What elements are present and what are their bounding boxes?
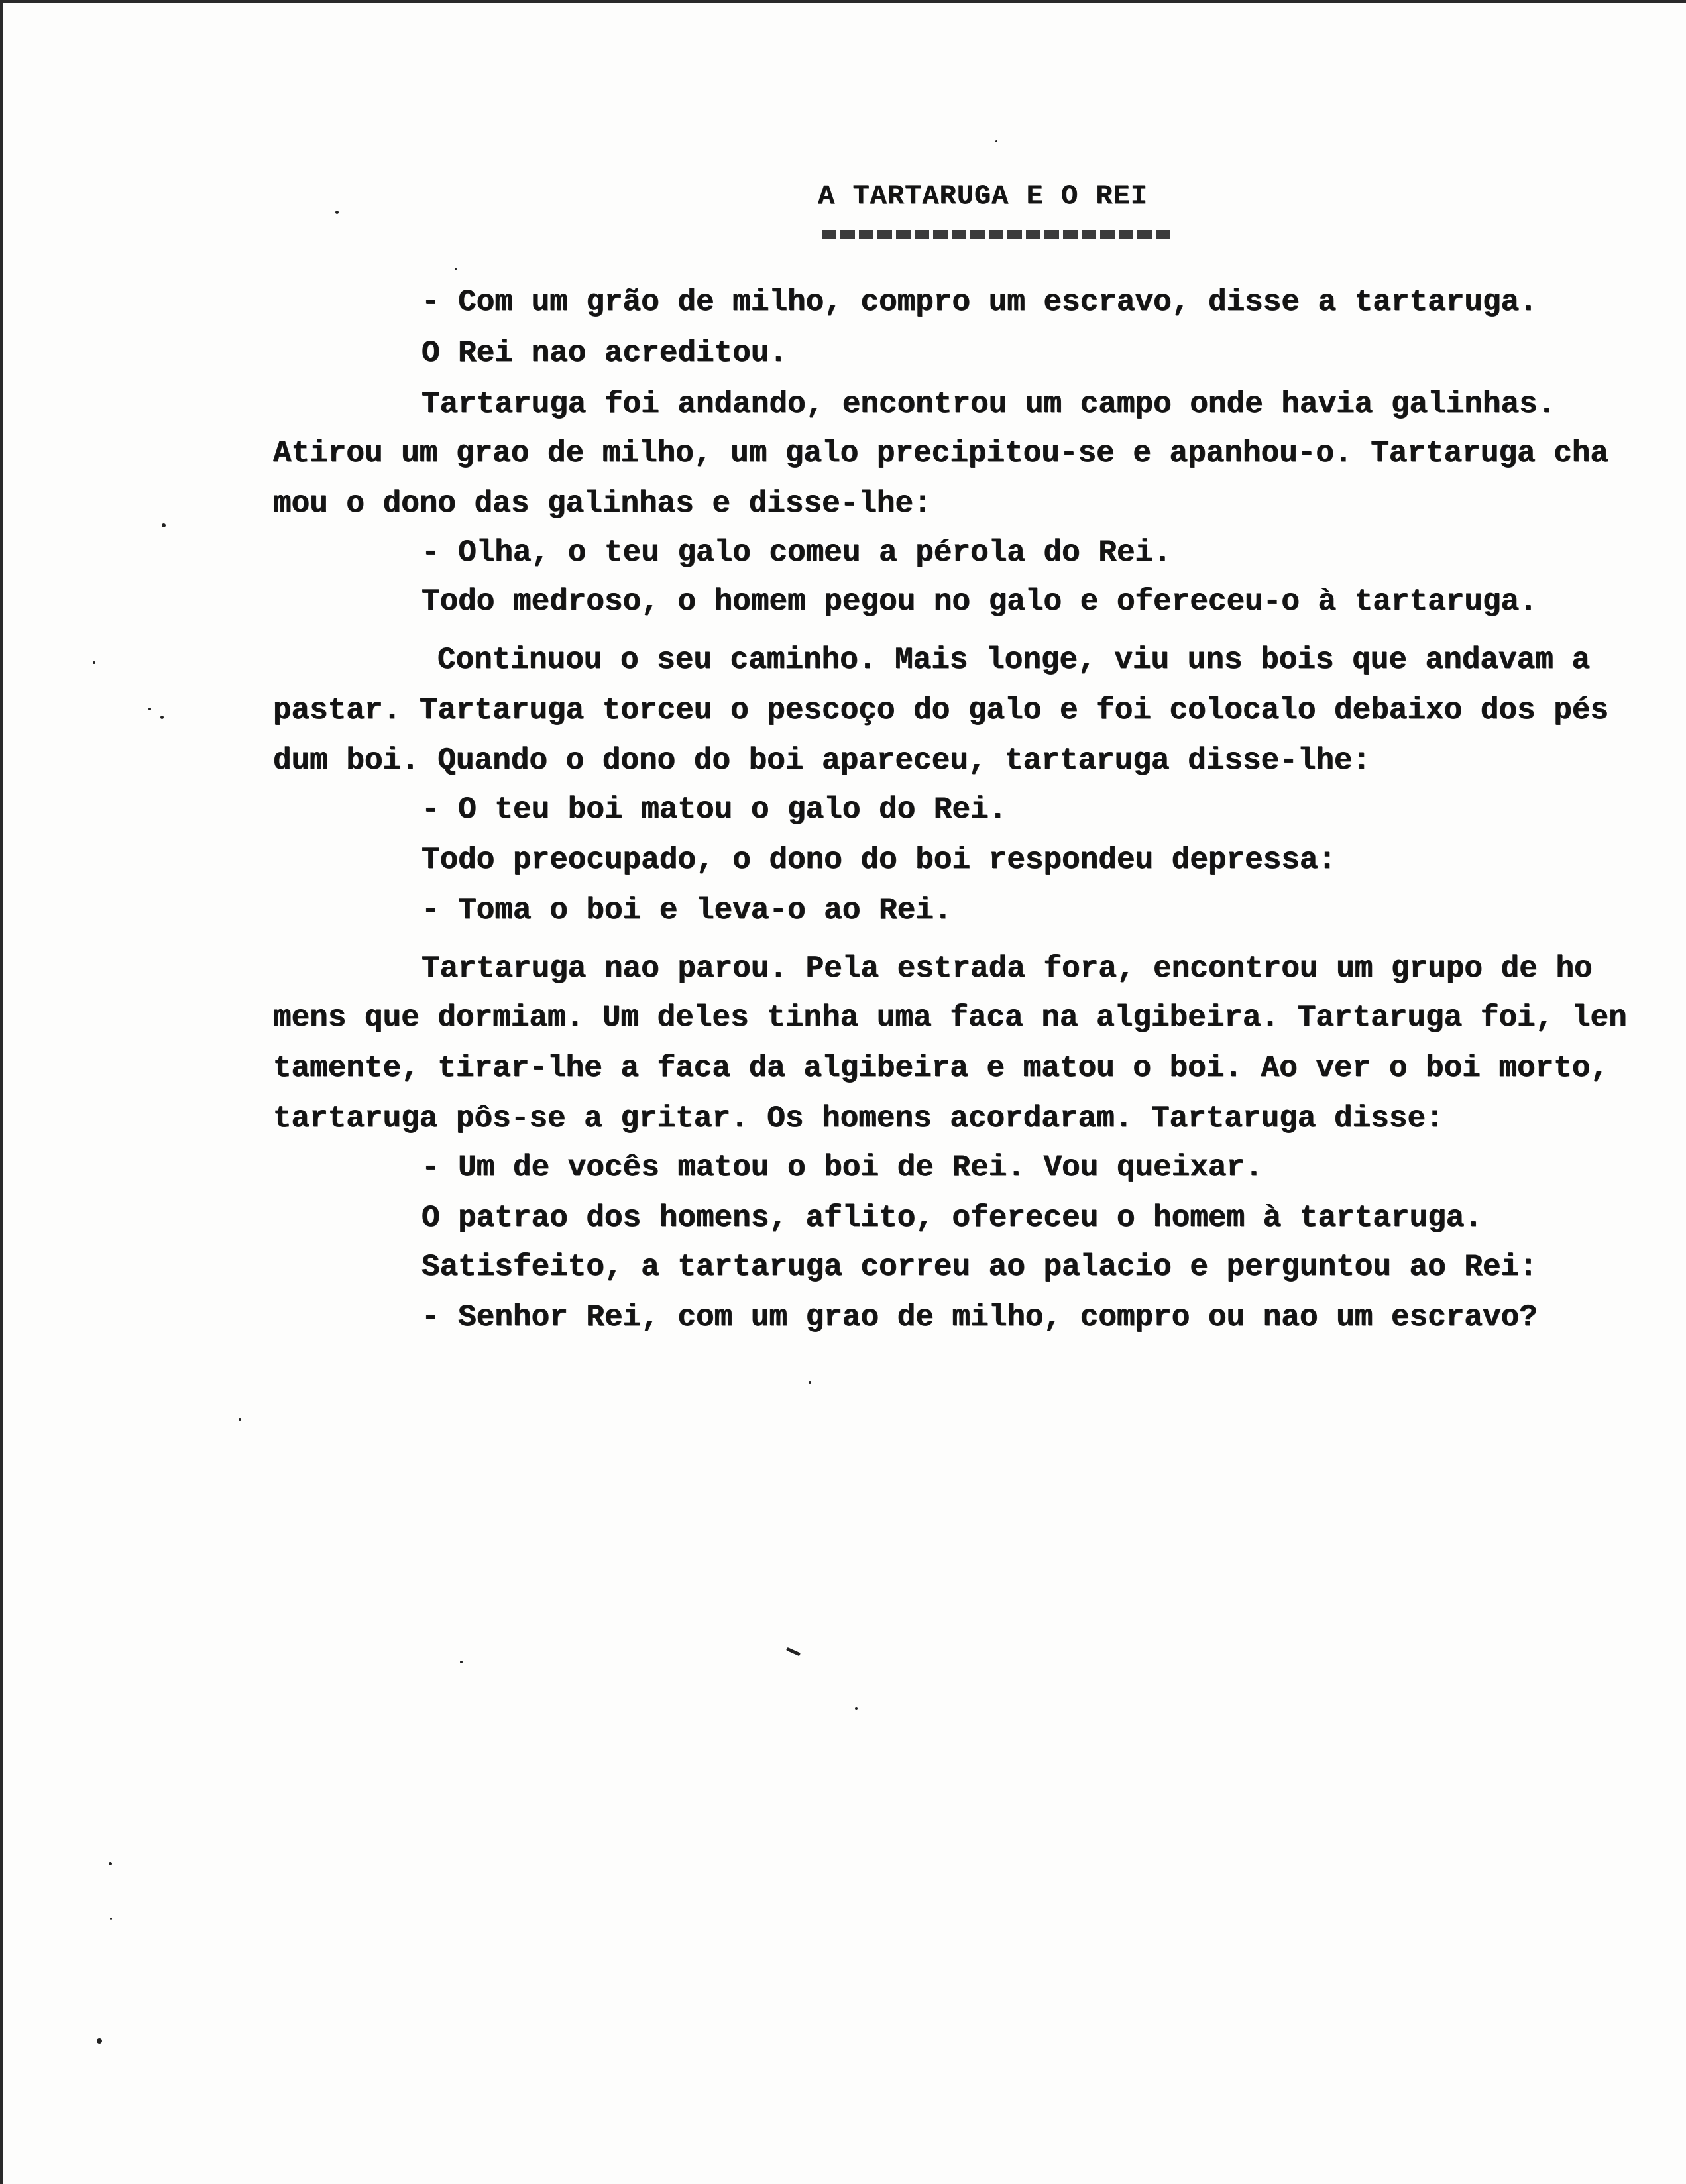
text-line: Todo medroso, o homem pegou no galo e ofereceu-o à tartaruga. — [422, 584, 1538, 619]
scan-speck — [97, 2038, 102, 2044]
text-line: tamente, tirar-lhe a faca da algibeira e matou o boi. Ao ver o boi morto, — [273, 1051, 1609, 1085]
text-line: - Olha, o teu galo comeu a pérola do Rei. — [422, 535, 1172, 570]
scan-speck — [239, 1418, 241, 1421]
scan-speck — [110, 1918, 112, 1920]
text-line: Todo preocupado, o dono do boi respondeu depressa: — [422, 843, 1337, 877]
scan-speck — [335, 211, 339, 214]
scan-speck — [855, 1707, 858, 1710]
text-line: Satisfeito, a tartaruga correu ao palacio e perguntou ao Rei: — [422, 1250, 1538, 1284]
scan-speck — [160, 716, 164, 719]
text-line: - Com um grão de milho, compro um escravo, disse a tartaruga. — [422, 285, 1538, 319]
text-line: - Toma o boi e leva-o ao Rei. — [422, 893, 952, 928]
text-line: O Rei nao acreditou. — [422, 336, 788, 370]
text-line: Continuou o seu caminho. Mais longe, viu uns bois que andavam a — [437, 643, 1591, 677]
scan-speck — [460, 1661, 463, 1663]
scan-speck — [455, 268, 457, 270]
text-line: mou o dono das galinhas e disse-lhe: — [273, 486, 932, 521]
text-line: - Um de vocês matou o boi de Rei. Vou queixar. — [422, 1150, 1263, 1185]
title-underline — [822, 230, 1173, 239]
text-line: pastar. Tartaruga torceu o pescoço do galo e foi colocalo debaixo dos pés — [273, 693, 1609, 728]
scan-speck — [148, 708, 151, 710]
scan-speck — [93, 661, 95, 664]
scan-speck — [109, 1862, 112, 1865]
text-line: dum boi. Quando o dono do boi apareceu, tartaruga disse-lhe: — [273, 743, 1371, 778]
text-line: - O teu boi matou o galo do Rei. — [422, 792, 1007, 827]
document-title: A TARTARUGA E O REI — [818, 180, 1148, 212]
scan-speck — [809, 1381, 811, 1384]
scan-speck — [162, 523, 166, 527]
scan-speck — [786, 1647, 801, 1657]
scan-speck — [995, 140, 997, 142]
text-line: O patrao dos homens, aflito, ofereceu o homem à tartaruga. — [422, 1201, 1483, 1235]
text-line: - Senhor Rei, com um grao de milho, compro ou nao um escravo? — [422, 1300, 1538, 1335]
text-line: Tartaruga nao parou. Pela estrada fora, encontrou um grupo de ho — [422, 952, 1593, 986]
text-line: mens que dormiam. Um deles tinha uma faca na algibeira. Tartaruga foi, len — [273, 1001, 1627, 1035]
text-line: tartaruga pôs-se a gritar. Os homens acordaram. Tartaruga disse: — [273, 1101, 1444, 1136]
text-line: Tartaruga foi andando, encontrou um campo onde havia galinhas. — [422, 387, 1556, 421]
text-line: Atirou um grao de milho, um galo precipitou-se e apanhou-o. Tartaruga cha — [273, 436, 1609, 470]
